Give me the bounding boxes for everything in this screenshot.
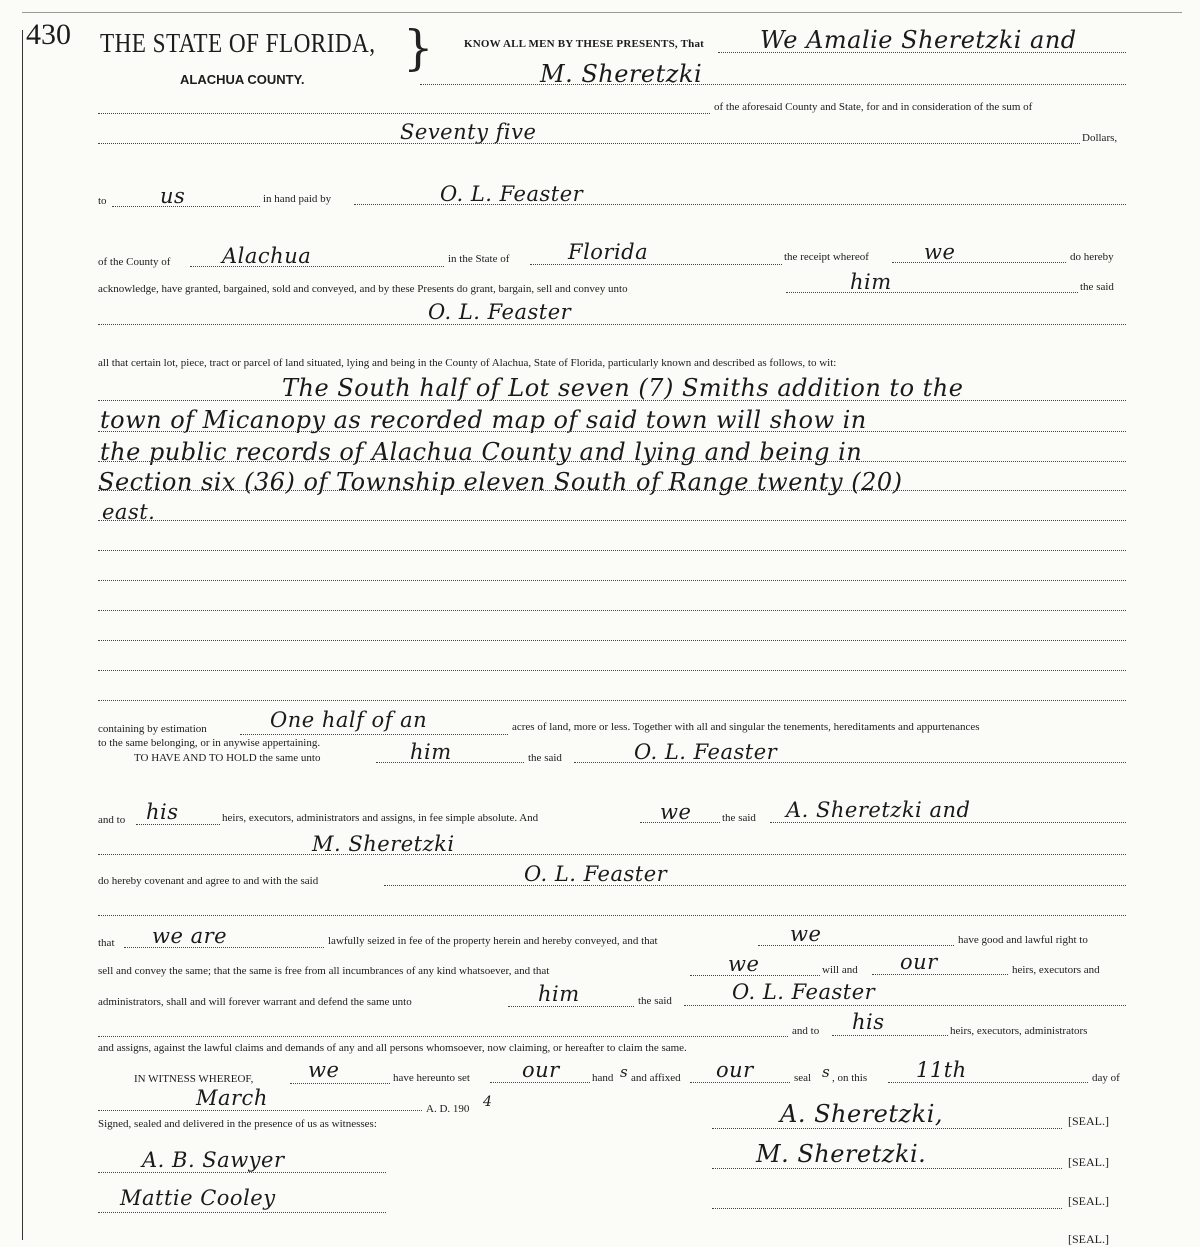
good-lawful-right: have good and lawful right to [958, 934, 1088, 946]
said-grantors-1: A. Sheretzki and [786, 798, 971, 822]
and-we-value: we [660, 800, 692, 824]
witness-1: A. B. Sawyer [142, 1148, 285, 1172]
county-value: Alachua [222, 244, 312, 268]
do-hereby: do hereby [1070, 251, 1114, 263]
consideration-text: of the aforesaid County and State, for and in consideration of the sum of [714, 101, 1033, 113]
to-have-and-hold: TO HAVE AND TO HOLD the same unto [134, 752, 321, 764]
containing-label: containing by estimation [98, 723, 207, 735]
will-our-value: our [900, 950, 938, 974]
year-digit: 4 [483, 1094, 493, 1110]
page-left-edge [22, 30, 23, 1240]
brace: } [403, 20, 434, 76]
will-and: will and [822, 964, 858, 976]
grantee-value: O. L. Feaster [428, 300, 572, 324]
incumbrance-we-value: we [728, 952, 760, 976]
seal-1: [SEAL.] [1068, 1114, 1109, 1128]
day-value: 11th [916, 1058, 967, 1082]
description-line-2: town of Micanopy as recorded map of said town will show in [100, 406, 867, 434]
grantors-line-2: M. Sheretzki [540, 60, 703, 88]
seal-3: [SEAL.] [1068, 1194, 1109, 1208]
description-line-3: the public records of Alachua County and lying and being in [100, 438, 863, 466]
state-value: Florida [568, 240, 649, 264]
month-value: March [196, 1086, 268, 1110]
hand-label: hand [592, 1072, 614, 1084]
on-this: , on this [832, 1072, 868, 1084]
of-the-county-of: of the County of [98, 256, 171, 268]
seal-2: [SEAL.] [1068, 1155, 1109, 1169]
fee-simple-text: heirs, executors, administrators and assigns, in fee simple absolute. And [222, 812, 539, 824]
dollars: Dollars, [1082, 132, 1118, 144]
day-of: day of [1092, 1072, 1120, 1084]
anno-domini: A. D. 190 [426, 1103, 470, 1115]
in-the-state-of: in the State of [448, 253, 510, 265]
description-line-4: Section six (36) of Township eleven South of Range twenty (20) [98, 468, 903, 496]
the-said-hold: the said [528, 752, 562, 764]
state-title: THE STATE OF FLORIDA, [100, 28, 376, 58]
have-hereunto-set: have hereunto set [393, 1072, 470, 1084]
and-to-label: and to [98, 814, 126, 826]
covenant-text: do hereby covenant and agree to and with the said [98, 875, 319, 887]
that-we-are-value: we are [152, 924, 228, 948]
grantors-line-1: We Amalie Sheretzki and [760, 26, 1077, 54]
signed-sealed-delivered: Signed, sealed and delivered in the presence of us as witnesses: [98, 1118, 377, 1130]
county-heading: ALACHUA COUNTY. [180, 72, 305, 87]
said-grantors-2: M. Sheretzki [312, 832, 455, 856]
hand-s-value: s [620, 1063, 629, 1081]
and-to-value: his [146, 800, 179, 824]
page-top-edge [22, 12, 1182, 13]
witness-we-value: we [308, 1058, 340, 1082]
sell-convey-text: sell and convey the same; that the same is free from all incumbrances of any kind whatsoever, and that [98, 965, 550, 977]
have-said-value: O. L. Feaster [634, 740, 778, 764]
signature-2: M. Sheretzki. [756, 1140, 927, 1168]
defend-said-value: O. L. Feaster [732, 980, 876, 1004]
the-said: the said [1080, 281, 1114, 293]
hand-our-value: our [522, 1058, 560, 1082]
that-label: that [98, 937, 115, 949]
witness-2: Mattie Cooley [120, 1186, 276, 1210]
description-line-1: The South half of Lot seven (7) Smiths addition to the [282, 374, 964, 402]
to-value: us [160, 184, 186, 208]
covenant-with-value: O. L. Feaster [524, 862, 668, 886]
heirs-exec-admin: heirs, executors, administrators [950, 1025, 1088, 1037]
receipt-whereof: the receipt whereof [784, 251, 869, 263]
acres-text: acres of land, more or less. Together with all and singular the tenements, hereditaments and appurtenances [512, 721, 980, 733]
heirs-executors-and: heirs, executors and [1012, 964, 1100, 976]
paid-by-value: O. L. Feaster [440, 182, 584, 206]
signature-1: A. Sheretzki, [780, 1100, 944, 1128]
and-affixed: and affixed [631, 1072, 681, 1084]
lawfully-seized-text: lawfully seized in fee of the property herein and hereby conveyed, and that [328, 935, 658, 947]
in-hand-paid-by: in hand paid by [263, 193, 332, 205]
seal-our-value: our [716, 1058, 754, 1082]
amount: Seventy five [400, 120, 537, 144]
the-said-defend: the said [638, 995, 672, 1007]
defend-unto-value: him [538, 982, 580, 1006]
and-assigns-text: and assigns, against the lawful claims and demands of any and all persons whomsoever, now claiming, or hereafter to claim the same. [98, 1042, 687, 1054]
have-unto-value: him [410, 740, 452, 764]
convey-unto-value: him [850, 270, 892, 294]
description-line-5: east. [102, 500, 156, 524]
know-all-men: KNOW ALL MEN BY THESE PRESENTS, That [464, 38, 705, 50]
estimation-value: One half of an [270, 708, 428, 732]
acknowledge-text: acknowledge, have granted, bargained, sold and conveyed, and by these Presents do grant, bargain, sell and convey unto [98, 283, 628, 295]
the-said-grantors: the said [722, 812, 756, 824]
seal-s-value: s [822, 1063, 831, 1081]
and-that-we-value: we [790, 922, 822, 946]
same-belonging: to the same belonging, or in anywise appertaining. [98, 737, 321, 749]
in-witness: IN WITNESS WHEREOF, [134, 1073, 254, 1085]
page-number: 430 [26, 18, 71, 51]
and-to-2: and to [792, 1025, 820, 1037]
and-to-his-value: his [852, 1010, 885, 1034]
to-label: to [98, 195, 107, 207]
seal-label: seal [794, 1072, 812, 1084]
land-description-intro: all that certain lot, piece, tract or parcel of land situated, lying and being in the County of Alachua, State of Florida, particularly known and described as follows, to wit: [98, 357, 837, 369]
administrators-text: administrators, shall and will forever warrant and defend the same unto [98, 996, 412, 1008]
receipt-value: we [924, 240, 956, 264]
seal-4: [SEAL.] [1068, 1232, 1109, 1246]
